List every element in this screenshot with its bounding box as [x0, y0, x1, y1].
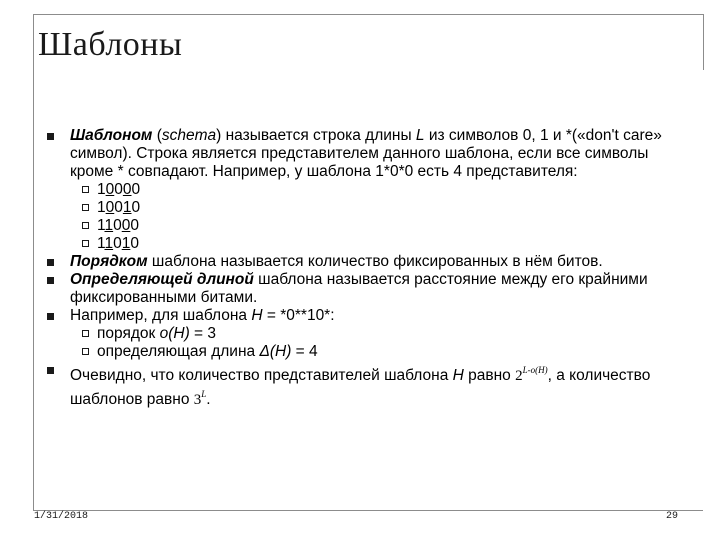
frame-top-line — [33, 14, 703, 15]
bit-underlined: 0 — [121, 217, 131, 234]
bit: 0 — [131, 199, 141, 216]
text: = *0**10*: — [262, 307, 335, 324]
frame-right-line — [703, 14, 704, 70]
var-L: L — [415, 127, 425, 144]
text: из символов 0, 1 и *(«don't care» символ). Строка является представителем данного шаблона, если все символы кроме * совпадают. Например, у шаблона 1*0*0 есть 4 представителя: — [70, 127, 662, 180]
bit: 1 — [97, 199, 106, 216]
slide-title: Шаблоны — [38, 26, 183, 63]
text: Например, для шаблона — [70, 307, 252, 324]
bit: 1 — [97, 235, 105, 252]
formula-exponent: L-o(H) — [522, 365, 548, 375]
bullet-schema-definition — [47, 127, 677, 181]
var-H: H — [251, 307, 263, 324]
hollow-square-bullet-icon — [82, 330, 89, 337]
bit: 1 — [97, 217, 105, 234]
hollow-square-bullet-icon — [82, 222, 89, 229]
term-order: Порядком — [70, 253, 148, 270]
bullet-defining-length-definition — [47, 271, 677, 307]
square-bullet-icon — [47, 313, 54, 320]
bit-underlined: 1 — [121, 235, 131, 252]
text: шаблона называется расстояние между его крайними фиксированными битами. — [70, 271, 648, 306]
bit-underlined: 0 — [122, 181, 132, 198]
text: Очевидно, что количество представителей шаблона — [70, 367, 453, 384]
bullet-counts — [47, 361, 677, 409]
frame-bottom-line — [33, 510, 703, 511]
representative-item — [47, 217, 677, 235]
bit: 0 — [114, 181, 123, 198]
bit-underlined: 1 — [104, 217, 114, 234]
formula-base: 2 — [515, 368, 523, 384]
bit-underlined: 0 — [105, 181, 115, 198]
formula-exponent: L — [201, 389, 207, 399]
frame-left-line — [33, 14, 34, 510]
formula-base: 3 — [193, 392, 202, 408]
term-defining-length: Определяющей длиной — [70, 271, 254, 288]
bit: 0 — [113, 217, 122, 234]
representative-item — [47, 181, 677, 199]
hollow-square-bullet-icon — [82, 186, 89, 193]
bit-underlined: 0 — [105, 199, 115, 216]
bit: 0 — [131, 181, 141, 198]
text: равно — [463, 367, 516, 384]
text: определяющая длина — [97, 343, 260, 360]
text: = 4 — [291, 343, 318, 360]
representative-item — [47, 235, 677, 253]
bullet-order-definition — [47, 253, 677, 271]
slide-body — [47, 127, 677, 409]
bit: 1 — [97, 181, 106, 198]
footer-date: 1/31/2018 — [34, 511, 89, 522]
hollow-square-bullet-icon — [82, 240, 89, 247]
text: ( — [152, 127, 162, 144]
hollow-square-bullet-icon — [82, 348, 89, 355]
hollow-square-bullet-icon — [82, 204, 89, 211]
bit: 0 — [130, 217, 139, 234]
text: = 3 — [189, 325, 217, 342]
square-bullet-icon — [47, 259, 54, 266]
text: ) называется строка длины — [216, 127, 416, 144]
var-oH: o(H) — [159, 325, 190, 342]
footer-page-number: 29 — [666, 511, 679, 522]
bit: 0 — [130, 235, 139, 252]
var-H: H — [452, 367, 464, 384]
square-bullet-icon — [47, 367, 54, 374]
var-deltaH: Δ(H) — [259, 343, 292, 360]
bit-underlined: 1 — [104, 235, 114, 252]
representative-item — [47, 199, 677, 217]
bullet-example — [47, 307, 677, 325]
square-bullet-icon — [47, 133, 54, 140]
square-bullet-icon — [47, 277, 54, 284]
text: . — [206, 391, 211, 408]
formula-schema-count — [193, 389, 207, 408]
formula-representatives-count — [515, 365, 548, 384]
example-order-item — [47, 325, 677, 343]
example-defining-length-item — [47, 343, 677, 361]
bit: 0 — [113, 235, 122, 252]
text: порядок — [97, 325, 160, 342]
term-schema-en: schema — [161, 127, 217, 144]
bit: 0 — [114, 199, 123, 216]
bit-underlined: 1 — [122, 199, 132, 216]
text: шаблона называется количество фиксированных в нём битов. — [147, 253, 603, 270]
term-schema: Шаблоном — [70, 127, 153, 144]
text: , а количество шаблонов равно — [70, 367, 651, 408]
